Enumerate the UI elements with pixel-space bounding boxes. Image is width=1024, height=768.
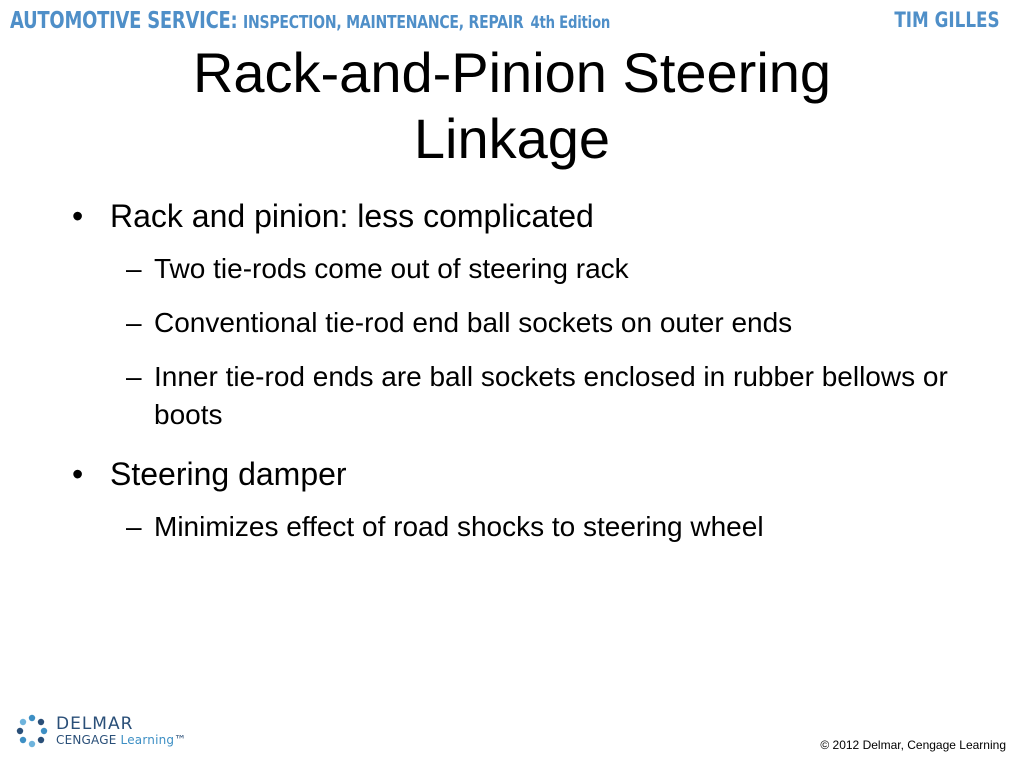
logo-wordmark — [56, 715, 186, 748]
sub-bullet-item — [72, 358, 972, 434]
bullet-text: Rack and pinion: less complicated — [110, 198, 594, 234]
sub-bullet-text: Minimizes effect of road shocks to steering wheel — [154, 511, 764, 542]
copyright-notice: © 2012 Delmar, Cengage Learning — [820, 738, 1006, 752]
sub-bullet-text: Inner tie-rod ends are ball sockets enclosed in rubber bellows or boots — [154, 361, 948, 430]
author-name: TIM GILLES — [894, 8, 1000, 32]
sub-bullet-text: Two tie-rods come out of steering rack — [154, 253, 629, 284]
sub-bullet-item — [72, 304, 972, 342]
sub-bullet-marker: – — [126, 253, 142, 284]
book-title-sub: INSPECTION, MAINTENANCE, REPAIR — [242, 12, 524, 33]
sub-bullet-marker: – — [126, 307, 142, 338]
logo-bottom-text — [56, 733, 186, 748]
sub-bullet-marker: – — [126, 511, 142, 542]
slide-title-line-1: Rack-and-Pinion Steering — [192, 41, 832, 104]
header-band — [0, 0, 1024, 40]
slide-content — [72, 196, 972, 562]
sub-bullet-item — [72, 508, 972, 546]
slide-title-line-2: Linkage — [413, 107, 611, 170]
logo-learning-text: Learning — [120, 732, 175, 747]
bullet-text: Steering damper — [110, 456, 347, 492]
bullet-item — [72, 454, 972, 494]
sub-bullet-text: Conventional tie-rod end ball sockets on outer ends — [154, 307, 793, 338]
publisher-logo — [14, 713, 186, 749]
book-edition: 4th Edition — [530, 13, 611, 33]
sub-bullet-marker: – — [126, 361, 142, 392]
bullet-marker: • — [72, 456, 84, 492]
logo-trademark: ™ — [174, 732, 187, 747]
logo-top-text: DELMAR — [56, 713, 134, 734]
bullet-marker: • — [72, 198, 84, 234]
logo-cengage-text: CENGAGE — [56, 732, 117, 747]
book-title-main: AUTOMOTIVE SERVICE: — [10, 8, 238, 34]
delmar-cengage-logo-icon — [14, 713, 50, 749]
bullet-item — [72, 196, 972, 236]
sub-bullet-item — [72, 250, 972, 288]
slide-title — [100, 40, 924, 172]
book-title — [10, 8, 779, 34]
